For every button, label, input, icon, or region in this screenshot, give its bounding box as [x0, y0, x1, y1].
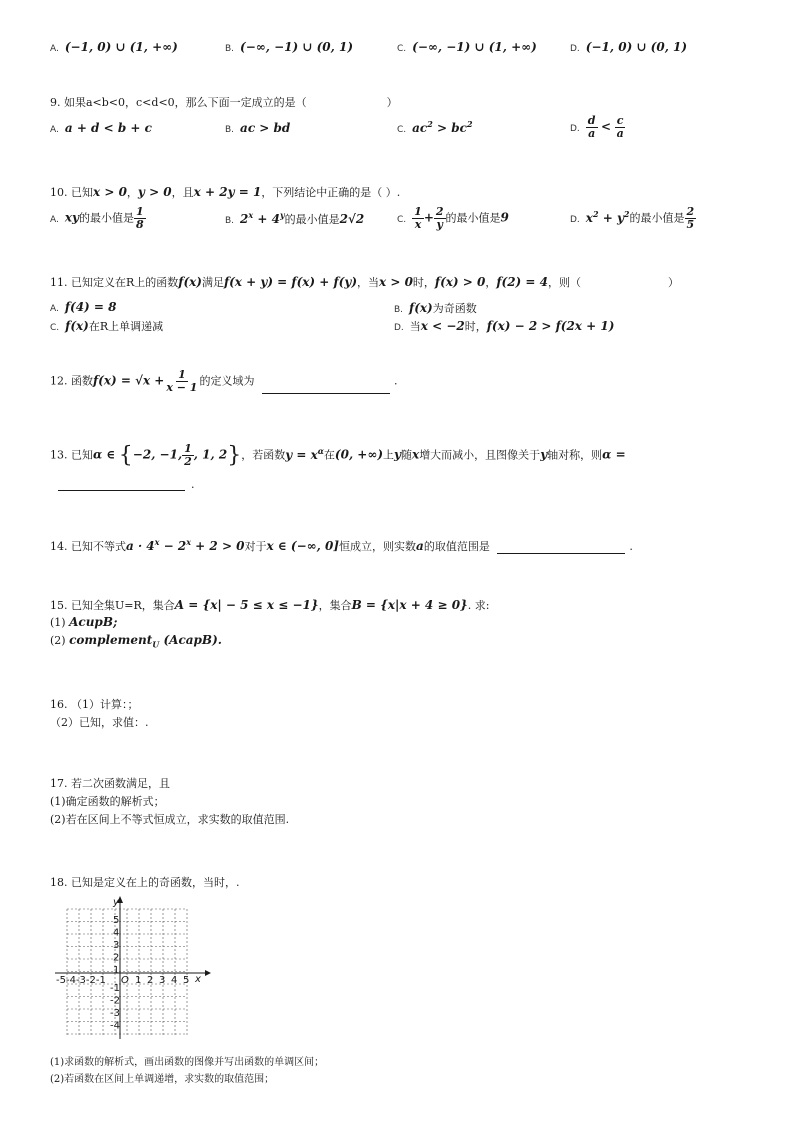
superscript: α [317, 445, 324, 456]
superscript: 2 [623, 208, 630, 219]
text: 的最小值是 [79, 211, 134, 225]
y-tick-label: -2 [110, 995, 120, 1007]
math-part: ac [412, 121, 428, 135]
text: ，集合 [318, 599, 352, 612]
q18-part-1: (1)求函数的解析式，画出函数的图像并写出函数的单调区间； [50, 1057, 325, 1068]
denominator: x − 1 [166, 381, 198, 394]
y-tick-label: -3 [110, 1008, 120, 1019]
question-text: 14. 已知不等式 [50, 540, 126, 553]
text: 时， [464, 320, 487, 333]
fraction [164, 369, 199, 394]
math-part: + y [598, 210, 624, 225]
text: 上 [383, 448, 395, 462]
answer-blank[interactable] [58, 478, 185, 491]
math: y [394, 447, 402, 462]
x-tick-label: 1 [135, 975, 142, 986]
math: f(x) > 0 [434, 275, 486, 289]
option-label: C. [50, 323, 60, 333]
superscript: y [279, 210, 285, 220]
superscript: 2 [427, 119, 433, 129]
fraction [412, 206, 424, 231]
option-label: B. [394, 305, 404, 315]
q9-option-c [397, 119, 473, 135]
fraction [182, 443, 194, 468]
y-tick-label: -1 [110, 983, 120, 994]
math: a [416, 539, 424, 553]
y-tick-label: 4 [113, 927, 120, 939]
denominator: 2 [184, 455, 192, 468]
x-axis-arrow [205, 970, 211, 976]
math: B = {x|x + 4 ≥ 0} [351, 598, 468, 612]
math-part: > bc [432, 121, 467, 135]
text: ，下列结论中正确的是（ ）. [261, 186, 401, 199]
text: 随 [401, 448, 413, 462]
question-text: 12. 函数 [50, 374, 93, 388]
math: x < −2 [420, 319, 465, 333]
q10-stem [50, 184, 400, 200]
math: x > 0 [93, 185, 127, 199]
q9-option-a [50, 121, 152, 135]
option-math: ac > bd [240, 121, 291, 135]
math: 2√2 [339, 212, 365, 226]
math [69, 633, 222, 650]
q17-line-2: (1)确定函数的解析式； [50, 795, 165, 808]
denominator: 8 [136, 218, 144, 231]
question-text: 13. 已知 [50, 448, 93, 462]
math: x [412, 447, 420, 462]
q16-line-1: 16. （1）计算：； [50, 698, 139, 711]
fraction [586, 115, 598, 140]
part-label: (2) [50, 634, 66, 647]
y-tick-label: 3 [113, 940, 120, 951]
option-label: D. [570, 214, 580, 225]
numerator: 1 [414, 205, 422, 218]
option-label: D. [394, 323, 404, 333]
text: ， [485, 276, 497, 289]
text: . 求: [467, 599, 490, 612]
fraction [685, 206, 697, 231]
q16-line-2: （2）已知，求值：. [50, 716, 149, 729]
math: f(x) [178, 275, 202, 289]
math: α ∈ [93, 447, 116, 462]
option-label: A. [50, 214, 59, 225]
math: A = {x| − 5 ≤ x ≤ −1} [174, 598, 319, 612]
text: . [393, 374, 398, 388]
math: f(x + y) = f(x) + f(y) [223, 275, 357, 289]
part-label: (1) [50, 616, 66, 629]
math: (0, +∞) [334, 447, 384, 462]
q14-stem [50, 537, 633, 554]
question-text: 10. 已知 [50, 186, 93, 199]
math-part: (AcapB). [159, 633, 222, 647]
math: f(x) [409, 301, 433, 315]
q10-option-b [225, 210, 364, 227]
q8-option-b [225, 40, 353, 54]
fraction [615, 115, 626, 140]
question-text: 15. 已知全集U=R，集合 [50, 599, 175, 612]
brace-close: } [227, 443, 242, 468]
origin-label: O [121, 975, 129, 986]
math-part: y = x [285, 447, 318, 462]
text: 的最小值是 [629, 211, 685, 225]
q17-line-3: (2)若在区间上不等式恒成立，求实数的取值范围. [50, 813, 290, 826]
option-label: C. [397, 214, 407, 225]
math-part: + 4 [253, 212, 280, 226]
math: 9 [500, 210, 509, 225]
answer-paren: ） [668, 276, 679, 289]
fraction [134, 206, 146, 231]
math: y [540, 447, 548, 462]
math-part: − 2 [159, 539, 187, 553]
math-part: complement [69, 633, 153, 647]
q8-option-d [570, 40, 687, 54]
math [240, 212, 285, 226]
question-text: 11. 已知定义在R上的函数 [50, 276, 179, 289]
text: 轴对称，则 [547, 448, 603, 462]
answer-blank[interactable] [262, 381, 390, 394]
math: f(4) = 8 [64, 300, 117, 314]
math: −2, −1, [132, 447, 183, 462]
text: 为奇函数 [432, 302, 477, 315]
text: 当 [409, 320, 421, 333]
math: x > 0 [379, 275, 413, 289]
text: 对于 [244, 540, 267, 553]
text: 在 [323, 448, 335, 462]
math: f(2) = 4 [496, 275, 548, 289]
y-tick-label: 2 [113, 952, 120, 964]
answer-blank[interactable] [497, 541, 625, 554]
text: ，且 [171, 186, 194, 199]
q13-stem [50, 443, 626, 468]
numerator: c [616, 114, 624, 127]
option-label: C. [397, 44, 407, 54]
denominator: x [414, 218, 422, 231]
q10-option-a [50, 206, 146, 231]
x-tick-label: 3 [159, 975, 166, 986]
text: ，当 [357, 276, 379, 289]
math: y > 0 [137, 185, 172, 199]
text: 的定义域为 [199, 374, 255, 388]
superscript: x [154, 537, 160, 547]
option-math: (−∞, −1) ∪ (1, +∞) [412, 40, 537, 54]
grid-lines [67, 909, 190, 1035]
y-tick-label: -4 [110, 1020, 120, 1032]
text: ，则（ [548, 276, 581, 289]
superscript: 2 [466, 119, 473, 129]
numerator: d [587, 114, 596, 127]
denominator: y [436, 218, 443, 231]
math: , 1, 2 [193, 447, 228, 462]
operator: + [423, 210, 434, 225]
q8-option-a [50, 40, 178, 54]
text: 的取值范围是 [423, 540, 490, 553]
text: 时， [412, 276, 435, 289]
denominator: a [616, 127, 624, 140]
math-part: a · 4 [126, 539, 155, 553]
answer-paren: ） [386, 96, 398, 109]
text: ， [126, 186, 138, 199]
option-math: a + d < b + c [64, 121, 152, 135]
math [585, 208, 630, 225]
text: 恒成立，则实数 [339, 540, 417, 553]
text: 的最小值是 [284, 213, 340, 226]
option-label: D. [570, 44, 580, 54]
math [126, 539, 245, 553]
q11-stem [50, 274, 581, 290]
text: 增大而减小，且图像关于 [419, 448, 541, 462]
text: 满足 [201, 276, 224, 289]
y-tick-label: 5 [113, 915, 120, 926]
fraction [434, 206, 446, 231]
option-math: (−1, 0) ∪ (0, 1) [585, 40, 688, 54]
option-label: A. [50, 304, 59, 314]
y-axis-label: y [113, 897, 119, 908]
q11-option-d [394, 318, 614, 334]
subscript: U [152, 639, 160, 650]
q11-option-a [50, 300, 117, 314]
q8-option-c [397, 40, 537, 54]
numerator: 1 [178, 368, 186, 381]
text: ，若函数 [241, 448, 286, 462]
x-negative-ticks: -5-4-3-2-1 [56, 975, 106, 986]
q15-stem [50, 597, 489, 613]
x-tick-label: 4 [171, 975, 178, 986]
option-label: D. [570, 123, 580, 134]
option-label: C. [397, 125, 407, 135]
text: 的最小值是 [445, 211, 501, 225]
text: 在R上单调递减 [88, 320, 164, 333]
y-tick-label: 1 [113, 965, 120, 976]
q9-option-d [570, 115, 626, 140]
math-part: 2 [240, 212, 249, 226]
superscript: x [186, 537, 191, 547]
math: x + 2y = 1 [193, 185, 262, 199]
brace-open: { [118, 443, 133, 468]
q18-stem: 18. 已知是定义在上的奇函数，当时，. [50, 876, 240, 889]
math: f(x) = √x + [93, 373, 165, 388]
numerator: 2 [686, 205, 695, 218]
question-text: 9. 如果a<b<0，c<d<0，那么下面一定成立的是（ [50, 96, 307, 109]
option-label: B. [225, 216, 235, 226]
math-part: + 2 > 0 [191, 539, 245, 553]
option-label: A. [50, 44, 59, 54]
q15-part-2 [50, 633, 222, 649]
option-math [412, 121, 472, 135]
option-math: (−∞, −1) ∪ (0, 1) [240, 40, 354, 54]
option-label: B. [225, 44, 235, 54]
q12-stem [50, 369, 397, 394]
math-part: x [585, 210, 593, 225]
math: x ∈ (−∞, 0] [266, 539, 340, 553]
numerator: 1 [136, 205, 144, 218]
option-label: B. [225, 125, 235, 135]
x-tick-label: 2 [147, 975, 154, 986]
q9-option-b [225, 121, 290, 135]
denominator: a [588, 127, 596, 140]
q10-option-d [570, 206, 696, 231]
math: f(x) [65, 319, 89, 333]
q18-part-2: (2)若函数在区间上单调递增，求实数的取值范围； [50, 1074, 275, 1085]
math [285, 445, 324, 462]
math: AcupB; [69, 615, 118, 629]
denominator: 5 [686, 218, 695, 231]
x-axis-label: x [195, 974, 201, 985]
numerator: 1 [184, 442, 192, 455]
superscript: 2 [592, 208, 599, 219]
q11-option-b [394, 300, 477, 316]
q15-part-1 [50, 615, 117, 629]
coordinate-grid [55, 893, 215, 1041]
option-math: (−1, 0) ∪ (1, +∞) [64, 40, 178, 54]
text: . [629, 540, 633, 553]
numerator: 2 [435, 205, 444, 218]
math: f(x) − 2 > f(2x + 1) [486, 319, 615, 333]
q9-stem [50, 94, 398, 110]
text: . [191, 478, 195, 491]
q13-answer-line [58, 478, 195, 491]
math: xy [64, 210, 79, 225]
x-tick-label: 5 [183, 975, 190, 986]
q17-line-1: 17. 若二次函数满足，且 [50, 777, 170, 790]
q10-option-c [397, 206, 509, 231]
math: α = [602, 447, 626, 462]
superscript: x [248, 210, 254, 220]
q11-option-c [50, 318, 163, 334]
operator: < [601, 119, 612, 134]
option-label: A. [50, 125, 59, 135]
